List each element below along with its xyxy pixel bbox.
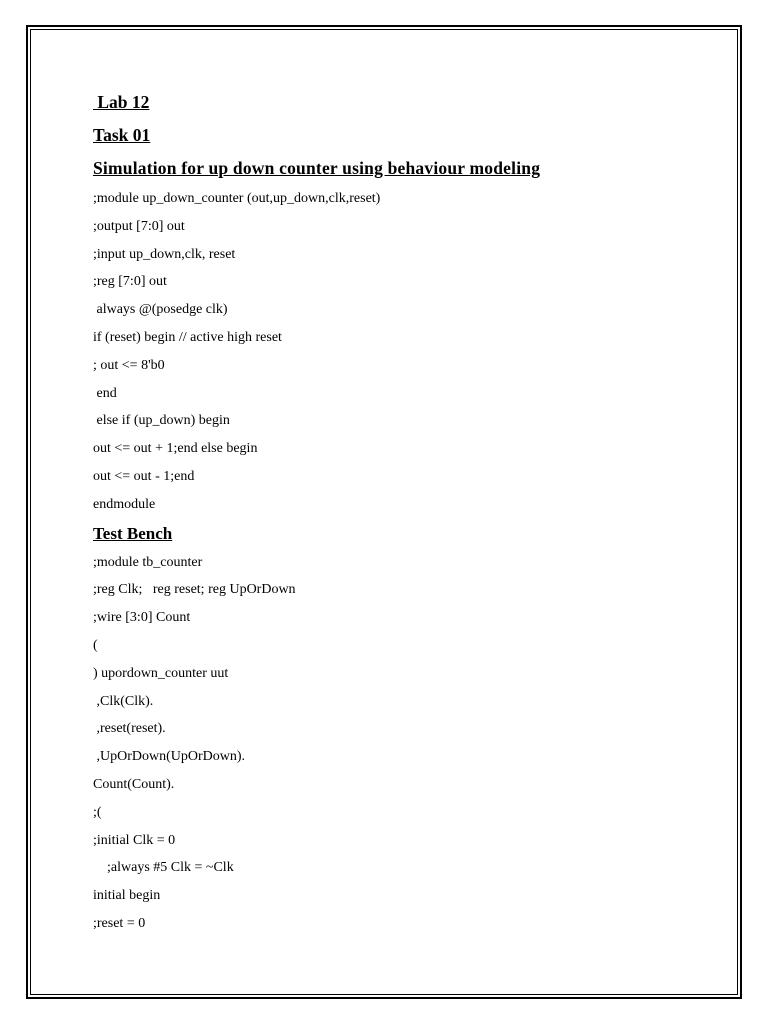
module-code-block [93,185,713,519]
code-line: ; out <= 8'b0 [93,357,165,373]
code-line: ;reset = 0 [93,915,146,931]
document-body [93,86,713,938]
testbench-code-block [93,549,713,938]
code-line: ,Clk(Clk). [93,693,154,709]
task-title: Task 01 [93,125,151,145]
code-line: ;module up_down_counter (out,up_down,clk,reset) [93,191,381,206]
code-line: out <= out - 1;end [93,468,195,484]
code-line: out <= out + 1;end else begin [93,441,258,457]
code-line: if (reset) begin // active high reset [93,329,282,345]
code-line: ;wire [3:0] Count [93,610,191,626]
code-line: ;reg [7:0] out [93,274,167,290]
code-line: ;output [7:0] out [93,218,185,234]
code-line: endmodule [93,496,156,512]
code-line: ) upordown_counter uut [93,665,229,681]
code-line: ;module tb_counter [93,554,203,570]
code-line: ,reset(reset). [93,721,166,737]
code-line: initial begin [93,888,161,904]
section-title: Simulation for up down counter using behaviour modeling [93,158,541,178]
code-line: ;input up_down,clk, reset [93,246,236,262]
code-line: ,UpOrDown(UpOrDown). [93,749,246,765]
code-line: always @(posedge clk) [93,302,228,318]
code-line: ;reg Clk; reg reset; reg UpOrDown [93,582,296,598]
code-line: Count(Count). [93,776,175,792]
code-line: ;initial Clk = 0 [93,832,176,848]
code-line: ;( [93,804,102,820]
testbench-title: Test Bench [93,523,173,543]
code-line: ;always #5 Clk = ~Clk [93,860,234,876]
lab-title: Lab 12 [93,92,150,112]
code-line: else if (up_down) begin [93,413,230,429]
code-line: end [93,385,117,401]
code-line: ( [93,637,98,653]
